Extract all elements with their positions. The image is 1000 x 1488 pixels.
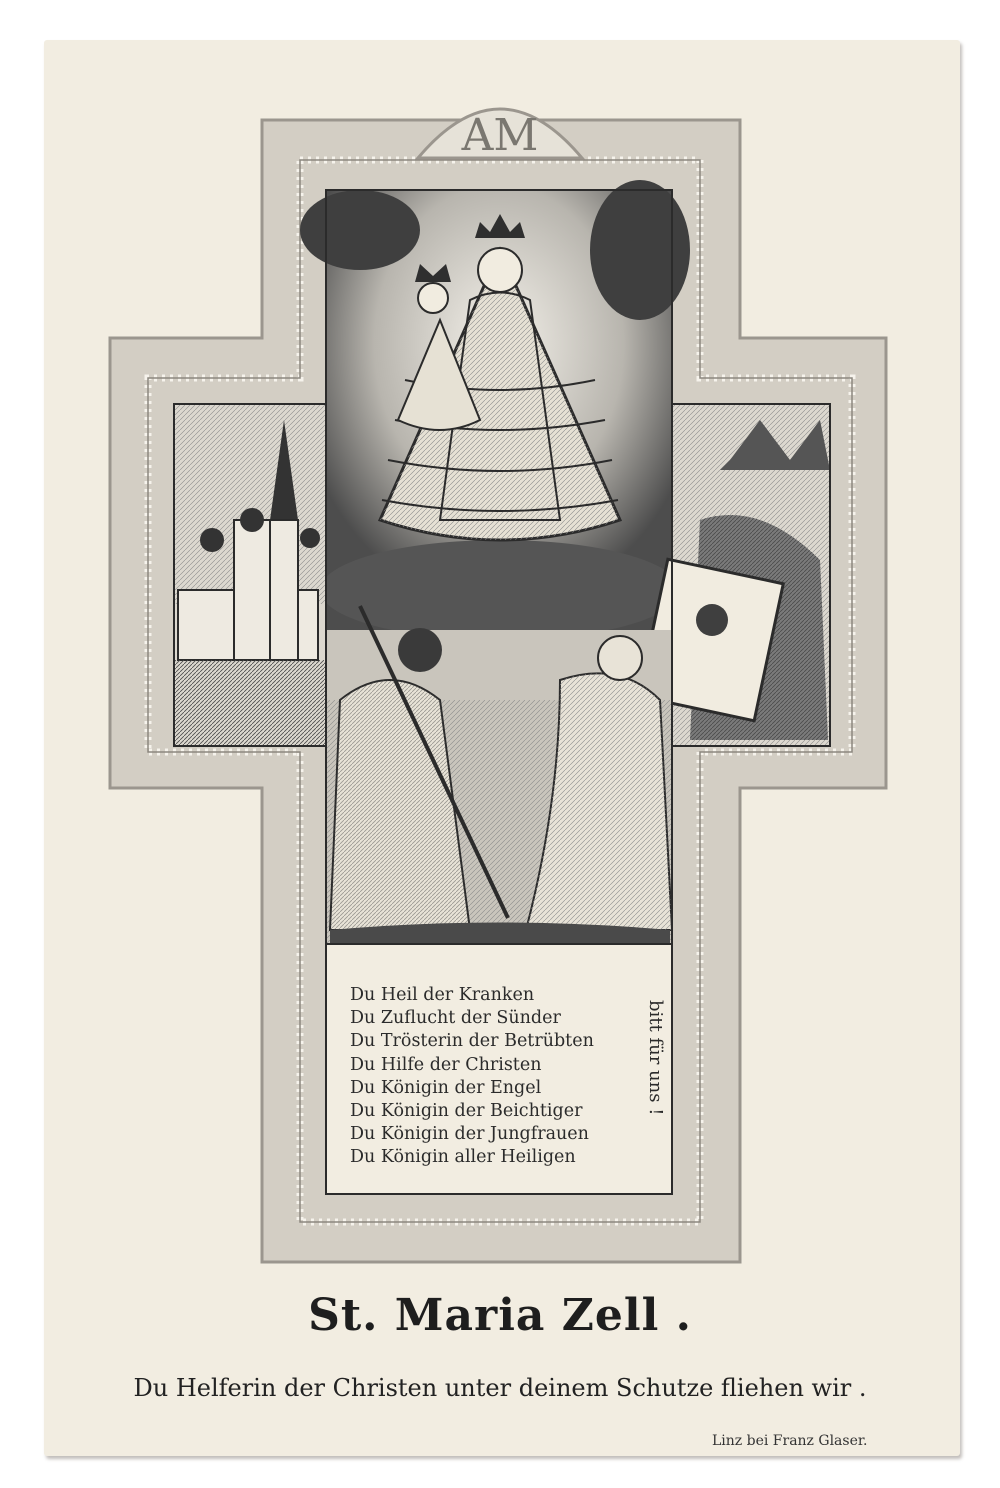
litany-response: bitt für uns !	[645, 1000, 666, 1116]
litany-line: Du Trösterin der Betrübten	[350, 1031, 594, 1052]
subtitle: Du Helferin der Christen unter deinem Schutze fliehen wir .	[133, 1374, 867, 1402]
kneeling-pilgrims-panel	[326, 606, 672, 944]
monogram: AM	[461, 110, 539, 161]
publisher-imprint: Linz bei Franz Glaser.	[712, 1433, 868, 1449]
litany-line: Du Heil der Kranken	[350, 985, 535, 1005]
litany-line: Du Königin der Jungfrauen	[350, 1124, 589, 1145]
litany-line: Du Königin aller Heiligen	[350, 1147, 576, 1168]
litany-line: Du Königin der Engel	[350, 1077, 542, 1098]
page-title: St. Maria Zell .	[308, 1290, 692, 1341]
basilica-panel	[174, 404, 326, 746]
litany-line: Du Zuflucht der Sünder	[350, 1008, 561, 1029]
madonna-panel	[300, 180, 690, 640]
monogram-arch	[418, 109, 582, 161]
litany-text	[350, 984, 640, 1170]
litany-line: Du Hilfe der Christen	[350, 1054, 542, 1075]
litany-line: Du Königin der Beichtiger	[350, 1100, 583, 1121]
